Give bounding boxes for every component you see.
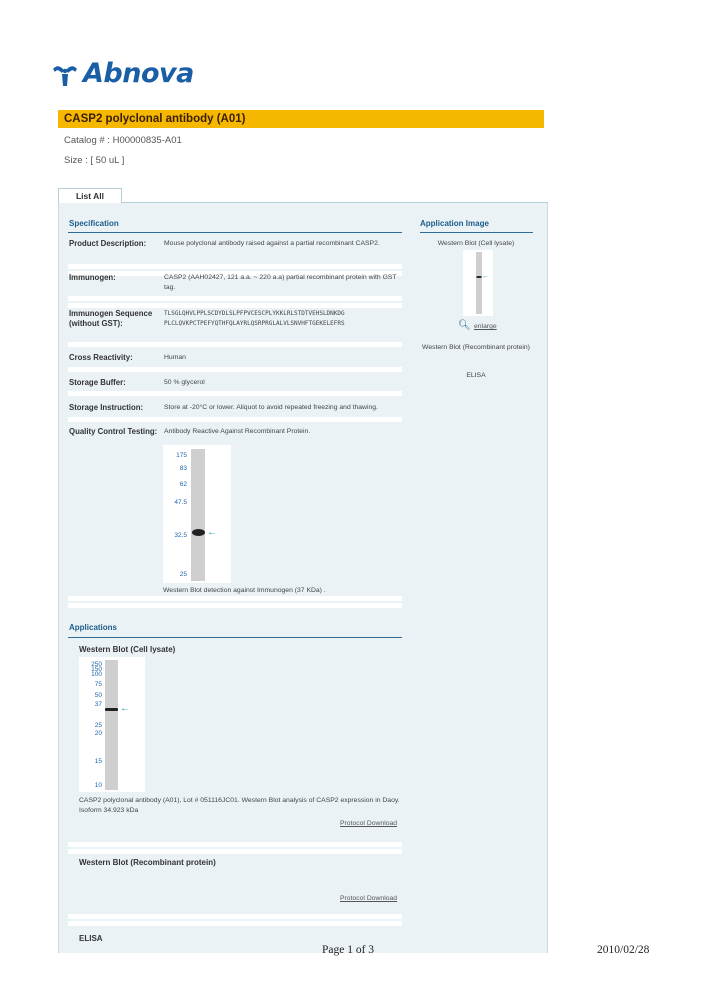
row-separator bbox=[68, 303, 402, 308]
row-separator bbox=[68, 391, 402, 396]
qc-blot-caption: Western Blot detection against Immunogen (37 KDa) . bbox=[163, 587, 326, 594]
immunogen-sequence-label: Immunogen Sequence (without GST): bbox=[69, 309, 153, 328]
tab-strip bbox=[58, 188, 548, 203]
band-arrow-icon: ← bbox=[482, 273, 489, 280]
blot-marker: 250 bbox=[91, 661, 102, 668]
enlarge-link[interactable]: enlarge bbox=[474, 323, 497, 330]
application-image-item-wb-recombinant: Western Blot (Recombinant protein) bbox=[422, 344, 530, 351]
immunogen-value: CASP2 (AAH02427, 121 a.a. ~ 220 a.a) partial recombinant protein with GST tag. bbox=[164, 274, 397, 291]
product-description-label: Product Description: bbox=[69, 239, 147, 248]
elisa-title: ELISA bbox=[79, 934, 103, 943]
blot-marker: 175 bbox=[176, 452, 187, 459]
application-image-item-wb-cell: Western Blot (Cell lysate) bbox=[437, 240, 515, 247]
storage-buffer-value: 50 % glycerol bbox=[164, 379, 205, 386]
row-separator bbox=[68, 296, 402, 301]
cross-reactivity-label: Cross Reactivity: bbox=[69, 353, 133, 362]
tab-list-all[interactable]: List All bbox=[58, 188, 122, 203]
row-separator bbox=[68, 367, 402, 372]
band-arrow-icon: ← bbox=[207, 527, 217, 538]
blot-marker: 83 bbox=[179, 465, 187, 472]
blot-marker: 20 bbox=[94, 730, 102, 737]
abnova-logo-icon bbox=[50, 60, 80, 88]
blot-marker: 10 bbox=[94, 782, 102, 789]
cross-reactivity-value: Human bbox=[164, 354, 186, 361]
catalog-number: Catalog # : H00000835-A01 bbox=[64, 135, 182, 146]
blot-marker: 75 bbox=[94, 681, 102, 688]
quality-control-value: Antibody Reactive Against Recombinant Protein. bbox=[164, 428, 311, 435]
product-description-value: Mouse polyclonal antibody raised against a partial recombinant CASP2. bbox=[164, 240, 380, 247]
blot-marker: 100 bbox=[91, 671, 102, 678]
storage-buffer-label: Storage Buffer: bbox=[69, 378, 126, 387]
row-separator bbox=[68, 849, 402, 854]
product-title: CASP2 polyclonal antibody (A01) bbox=[58, 110, 544, 128]
blot-marker: 15 bbox=[94, 758, 102, 765]
brand-name: Abnova bbox=[83, 58, 194, 89]
row-separator bbox=[68, 921, 402, 926]
abnova-logo[interactable] bbox=[50, 58, 194, 89]
applications-heading: Applications bbox=[69, 623, 118, 632]
application-image-heading: Application Image bbox=[420, 219, 489, 228]
quality-control-label: Quality Control Testing: bbox=[69, 427, 158, 436]
row-separator bbox=[68, 417, 402, 422]
blot-marker: 25 bbox=[179, 571, 187, 578]
blot-marker: 150 bbox=[91, 666, 102, 673]
magnifier-icon[interactable]: 🔍︎ bbox=[458, 320, 471, 331]
blot-marker: 47.5 bbox=[174, 499, 187, 506]
protocol-download-link[interactable]: Protocol Download bbox=[340, 820, 398, 827]
immunogen-label: Immunogen: bbox=[69, 273, 116, 282]
applications-divider bbox=[68, 637, 402, 638]
blot-marker: 32.5 bbox=[174, 532, 187, 539]
blot-marker: 25 bbox=[94, 722, 102, 729]
protocol-download-link[interactable]: Protocol Download bbox=[340, 895, 398, 902]
qc-western-blot-image bbox=[163, 445, 231, 583]
print-date: 2010/02/28 bbox=[597, 944, 650, 956]
row-separator bbox=[68, 914, 402, 919]
application-thumbnail[interactable] bbox=[463, 250, 493, 316]
storage-instruction-value: Store at -20°C or lower. Aliquot to avoid repeated freezing and thawing. bbox=[164, 404, 378, 411]
row-separator bbox=[68, 603, 402, 608]
blot-marker: 37 bbox=[94, 701, 102, 708]
blot-marker: 62 bbox=[179, 481, 187, 488]
product-size: Size : [ 50 uL ] bbox=[64, 155, 125, 166]
row-separator bbox=[68, 596, 402, 601]
specification-divider bbox=[68, 232, 402, 233]
wb-cell-lysate-caption: CASP2 polyclonal antibody (A01), Lot # 051116JC01. Western Blot analysis of CASP2 expression in Daoy. Isoform 34.923 kDa bbox=[79, 797, 400, 814]
storage-instruction-label: Storage Instruction: bbox=[69, 403, 144, 412]
blot-marker: 50 bbox=[94, 692, 102, 699]
specification-heading: Specification bbox=[69, 219, 119, 228]
immunogen-sequence-value: TLSGLQHVLPPLSCDYDLSLPFPVCESCPLYKKLRLSTDTVEHSLDNKDG PLCLQVKPCTPEFYQTHFQLAYRLQSRPRGLALVLSNVHFTGEKELEFRS bbox=[164, 310, 345, 327]
wb-cell-lysate-image bbox=[79, 657, 145, 792]
blot-lane bbox=[105, 660, 118, 790]
blot-lane bbox=[191, 449, 205, 581]
row-separator bbox=[68, 264, 402, 269]
page-number: Page 1 of 3 bbox=[322, 944, 375, 956]
wb-recombinant-title: Western Blot (Recombinant protein) bbox=[79, 858, 216, 867]
application-image-item-elisa: ELISA bbox=[466, 372, 486, 379]
band-arrow-icon: ← bbox=[120, 703, 130, 714]
blot-lane bbox=[476, 252, 482, 314]
wb-cell-lysate-title: Western Blot (Cell lysate) bbox=[79, 645, 176, 654]
row-separator bbox=[68, 342, 402, 347]
row-separator bbox=[68, 842, 402, 847]
blot-band bbox=[105, 708, 118, 711]
blot-band bbox=[192, 529, 205, 536]
application-image-divider bbox=[420, 232, 533, 233]
